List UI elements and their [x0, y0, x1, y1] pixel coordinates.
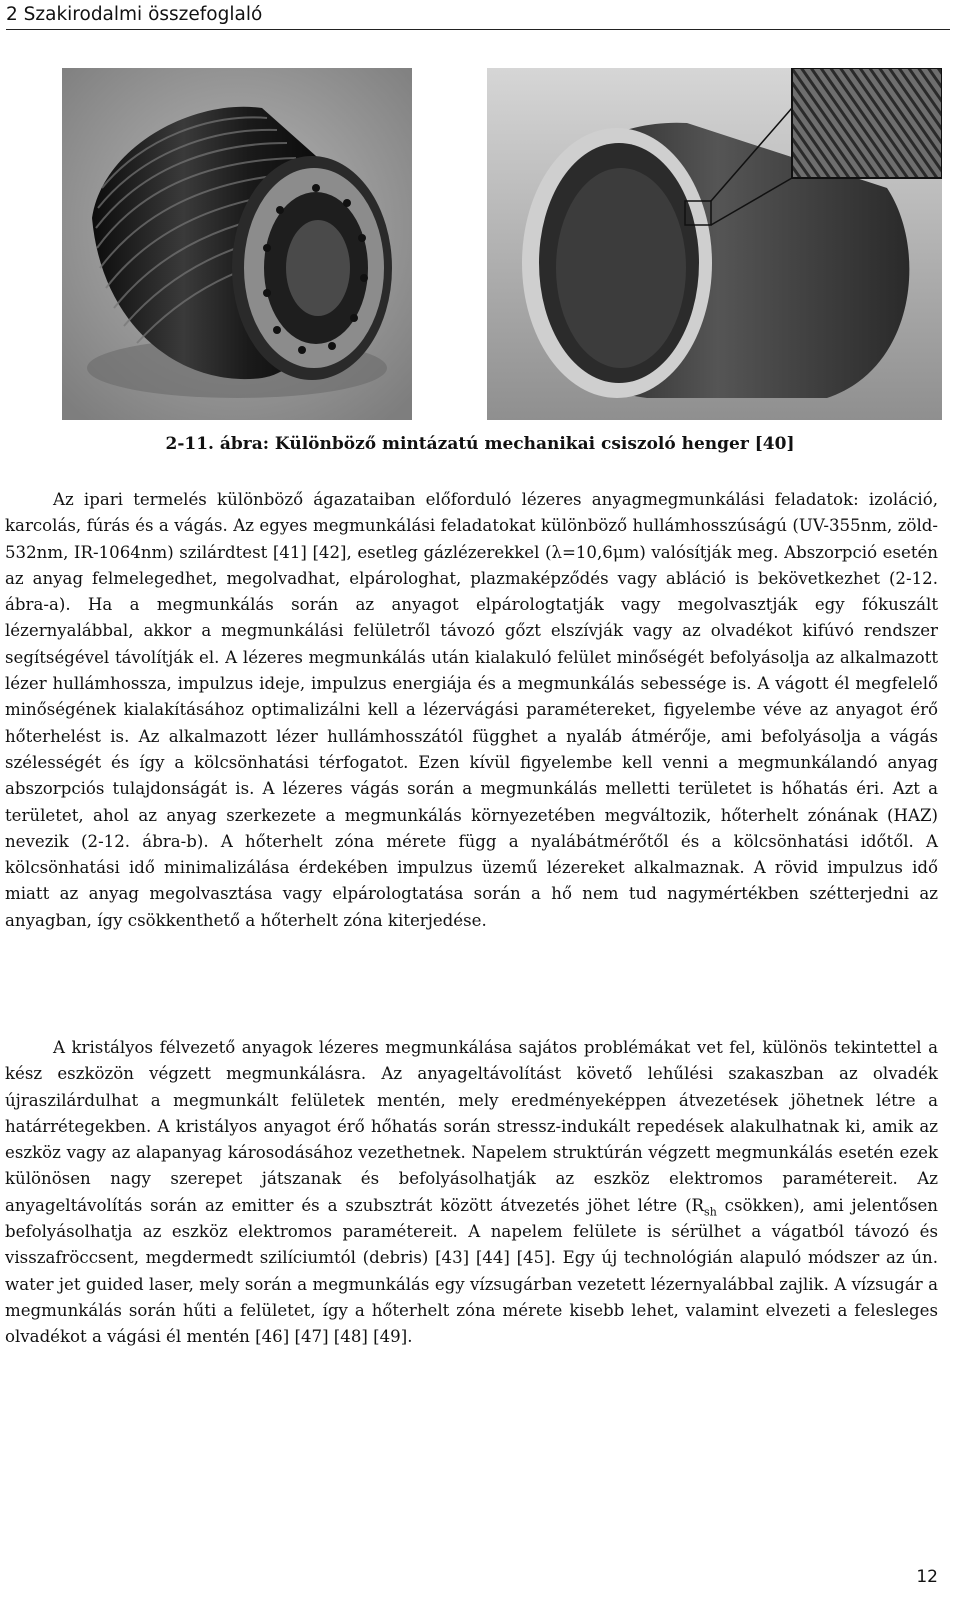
- photo-grooved-roller: [62, 68, 412, 420]
- running-header: 2 Szakirodalmi összefoglaló: [6, 4, 950, 30]
- paragraph-2-part-2: csökken), ami jelentősen befolyásolhatja az eszköz elektromos paramétereit. A napelem felülete is sérülhet a vágatból távozó és visszafröccsent, megdermedt szilíciumtól (debris) [43] [44] [45]. Egy új technológián alapuló módszer az ún. water jet guided laser, mely során a megmunkálás egy vízsugárban vezetett lézernyalábbal zajlik. A vízsugár a megmunkálás során hűti a felületet, így a hőterhelt zóna mérete kisebb lehet, valamint elvezeti a felesleges olvadékot a vágási él mentén [46] [47] [48] [49].: [5, 1195, 938, 1347]
- page-number: 12: [916, 1567, 938, 1587]
- paragraph-1: Az ipari termelés különböző ágazataiban előforduló lézeres anyagmegmunkálási feladatok: izoláció, karcolás, fúrás és a vágás. Az egyes megmunkálási feladatokat különböző hullámhosszúságú (UV-355nm, zöld-532nm, IR-1064nm) szilárdtest [41] [42], esetleg gázlézerekkel (λ=10,6μm) valósítják meg. Abszorpció esetén az anyag felmelegedhet, megolvadhat, elpárologhat, plazmaképződés vagy abláció is bekövetkezhet (2-12. ábra-a). Ha a megmunkálás során az anyagot elpárologtatják vagy megolvasztják egy fókuszált lézernyalábbal, akkor a megmunkálási felületről távozó gőzt elszívják vagy az olvadékot kifúvó rendszer segítségével távolítják el. A lézeres megmunkálás után kialakuló felület minőségét befolyásolja az alkalmazott lézer hullámhossza, impulzus ideje, impulzus energiája és a megmunkálás sebessége is. A vágott él megfelelő minőségének kialakításához optimalizálni kell a lézervágási paramétereket, figyelembe véve az anyagot érő hőterhelést is. Az alkalmazott lézer hullámhosszától függhet a nyaláb átmérője, ami befolyásolja a vágás szélességét és így a kölcsönhatási térfogatot. Ezen kívül figyelembe kell venni a megmunkálandó anyag abszorpciós tulajdonságát is. A lézeres vágás során a megmunkálás melletti területet is hőhatás éri. Azt a területet, ahol az anyag szerkezete a megmunkálás környezetében megváltozik, hőterhelt zónának (HAZ) nevezik (2-12. ábra-b). A hőterhelt zóna mérete függ a nyalábátmérőtől és a kölcsönhatási időtől. A kölcsönhatási idő minimalizálása érdekében impulzus üzemű lézereket alkalmaznak. A rövid impulzus idő miatt az anyag megolvasztása vagy elpárologtatása során a hő nem tud nagymértékben szétterjedni az anyagban, így csökkenthető a hőterhelt zóna kiterjedése.: [5, 490, 938, 930]
- photo-textured-roller: [487, 68, 942, 420]
- paragraph-2-part-1: A kristályos félvezető anyagok lézeres megmunkálása sajátos problémákat vet fel, különös tekintettel a kész eszközön végzett megmunkálásra. Az anyageltávolítást követő lehűlési szakaszban az olvadék újraszilárdulhat a megmunkált felületek mentén, mely eredményeképpen átvezetések jöhetnek létre a határrétegekben. A kristályos anyagot érő hőhatás során stressz-indukált repedések alakulhatnak ki, amik az eszköz vagy az alapanyag károsodásához vezethetnek. Napelem struktúrán végzett megmunkálás esetén ezek különösen nagy szerepet játszanak és befolyásolhatják az eszköz elektromos paramétereit. Az anyageltávolítás során az emitter és a szubsztrát között átvezetés jöhet létre (R: [5, 1038, 938, 1215]
- figure-caption: 2-11. ábra: Különböző mintázatú mechanikai csiszoló henger [40]: [165, 434, 795, 454]
- paragraph-2: [5, 1035, 938, 1351]
- subscript-sh: sh: [704, 1205, 717, 1219]
- figure-2-11: [62, 68, 942, 420]
